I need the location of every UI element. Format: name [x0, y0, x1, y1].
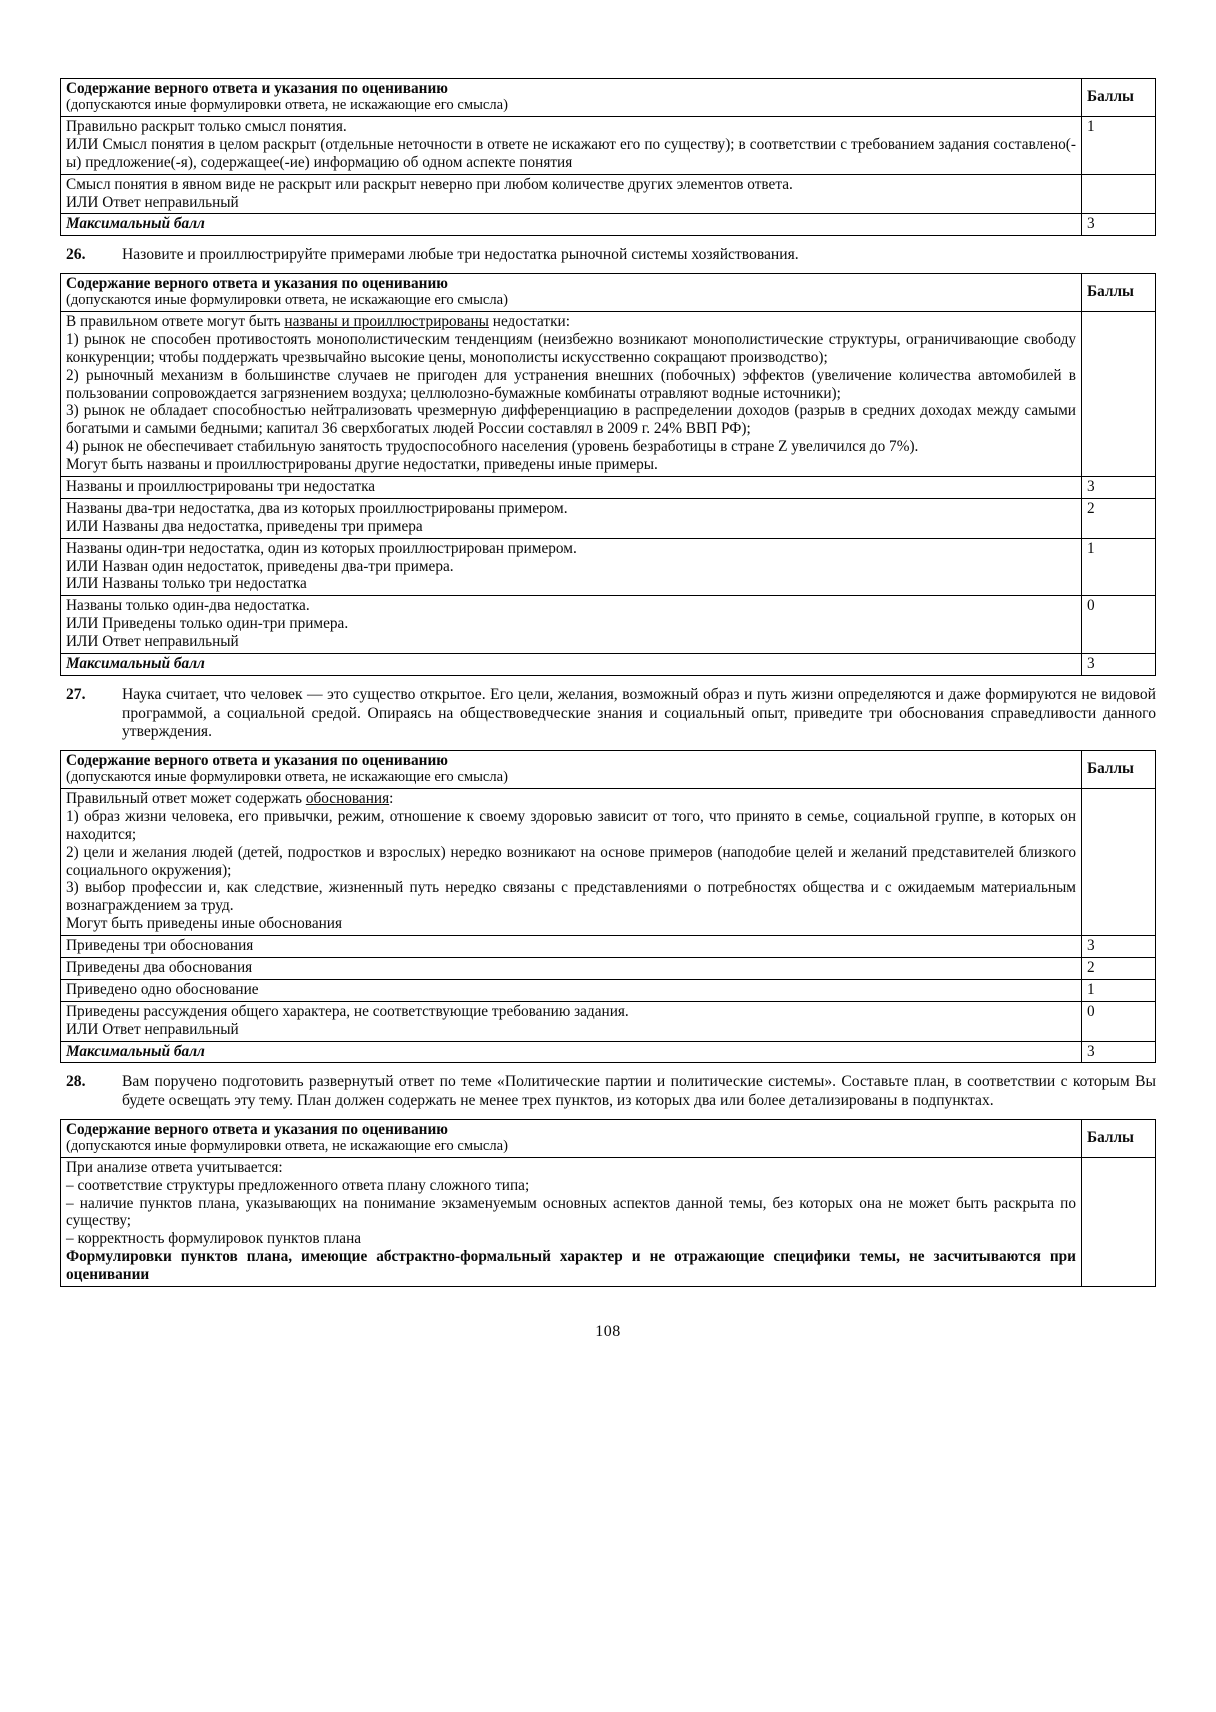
- criteria-cell: [61, 957, 1082, 979]
- header-title-text: Содержание верного ответа и указания по оцениванию: [66, 1120, 448, 1138]
- criteria-line: Названы и проиллюстрированы три недостатка: [66, 477, 376, 495]
- question-26-number: 26.: [66, 246, 86, 264]
- table-header-row: [61, 79, 1156, 117]
- score-column-header: Баллы: [1082, 79, 1156, 117]
- criteria-table-27: [60, 750, 1156, 1063]
- criteria-line: ИЛИ Смысл понятия в целом раскрыт (отдельные неточности в ответе не искажают его по существу); в соответствии с требованием задания составлено(-ы) предложение(-я), содержащее(-ие) информацию об одном аспекте понятия: [66, 135, 1076, 171]
- criteria-table-25: [60, 78, 1156, 236]
- header-subtitle-text: (допускаются иные формулировки ответа, не искажающие его смысла): [66, 768, 508, 785]
- table-row: [61, 596, 1156, 654]
- question-27-block: [60, 686, 1156, 742]
- table-row: [61, 936, 1156, 958]
- max-score-row: [61, 653, 1156, 675]
- answer-item: 1) рынок не способен противостоять монополистическим тенденциям (неизбежно возникают монополистические структуры, ограничивающие свободу конкуренции; чтобы поддержать чрезвычайно высокие цены, монополисты искусственно сокращают производство);: [66, 330, 1076, 366]
- max-score-row: [61, 1041, 1156, 1063]
- criteria-line: ИЛИ Назван один недостаток, приведены два-три примера.: [66, 557, 454, 575]
- question-28-text: Вам поручено подготовить развернутый ответ по теме «Политические партии и политические системы». Составьте план, в соответствии с которым Вы будете освещать эту тему. План должен содержать не менее трех пунктов, из которых два или более детализированы в подпунктах.: [122, 1073, 1156, 1110]
- header-subtitle-text: (допускаются иные формулировки ответа, не искажающие его смысла): [66, 1137, 508, 1154]
- answer-item: – наличие пунктов плана, указывающих на понимание экзаменуемым основных аспектов данной темы, без которых она не может быть раскрыта по существу;: [66, 1194, 1076, 1230]
- criteria-line: Названы только один-два недостатка.: [66, 597, 310, 615]
- answer-content-cell: [61, 311, 1082, 476]
- answer-note: Могут быть приведены иные обоснования: [66, 915, 343, 933]
- answer-note: Могут быть названы и проиллюстрированы другие недостатки, приведены иные примеры.: [66, 456, 658, 474]
- max-score-label: Максимальный балл: [61, 214, 1082, 236]
- score-column-header: Баллы: [1082, 1119, 1156, 1157]
- table-row: [61, 1001, 1156, 1041]
- criteria-cell: [61, 538, 1082, 596]
- table-header-row: [61, 750, 1156, 788]
- table-row: [61, 538, 1156, 596]
- page-number: 108: [595, 1323, 621, 1340]
- score-column-header: Баллы: [1082, 274, 1156, 312]
- answer-score: [1082, 788, 1156, 935]
- answer-item: 2) цели и желания людей (детей, подростков и взрослых) нередко возникают на основе примеров (наподобие целей и желаний представителей близкого социального окружения);: [66, 843, 1076, 879]
- answer-item: 1) образ жизни человека, его привычки, режим, отношение к своему здоровью зависит от того, что принято в семье, социальной группе, в которых он находится;: [66, 807, 1076, 843]
- table-row: [61, 979, 1156, 1001]
- criteria-line: Приведено одно обоснование: [66, 980, 259, 998]
- answer-intro: Правильный ответ может содержать обоснования:: [66, 789, 394, 807]
- criteria-cell: [61, 936, 1082, 958]
- criteria-score: 1: [1082, 979, 1156, 1001]
- answer-bold-note: Формулировки пунктов плана, имеющие абстрактно-формальный характер и не отражающие специфики темы, не засчитываются при оценивании: [66, 1248, 1076, 1284]
- header-subtitle-text: (допускаются иные формулировки ответа, не искажающие его смысла): [66, 291, 508, 308]
- question-27-number: 27.: [66, 685, 86, 703]
- criteria-line: Правильно раскрыт только смысл понятия.: [66, 117, 347, 135]
- max-score-row: [61, 214, 1156, 236]
- criteria-line: ИЛИ Приведены только один-три примера.: [66, 615, 349, 633]
- table-header-title: [61, 1119, 1082, 1157]
- criteria-line: ИЛИ Ответ неправильный: [66, 1020, 239, 1038]
- criteria-score: 0: [1082, 596, 1156, 654]
- criteria-line: ИЛИ Названы только три недостатка: [66, 575, 307, 593]
- max-score-label: Максимальный балл: [61, 1041, 1082, 1063]
- table-header-title: [61, 79, 1082, 117]
- criteria-table-28: [60, 1119, 1156, 1287]
- header-subtitle-text: (допускаются иные формулировки ответа, не искажающие его смысла): [66, 96, 508, 113]
- table-row: [61, 788, 1156, 935]
- criteria-cell: [61, 116, 1082, 174]
- table-header-row: [61, 274, 1156, 312]
- criteria-cell: [61, 979, 1082, 1001]
- answer-score: [1082, 311, 1156, 476]
- header-title-text: Содержание верного ответа и указания по оцениванию: [66, 275, 448, 292]
- criteria-score: 1: [1082, 116, 1156, 174]
- criteria-cell: [61, 174, 1082, 214]
- score-column-header: Баллы: [1082, 750, 1156, 788]
- criteria-line: ИЛИ Названы два недостатка, приведены три примера: [66, 517, 423, 535]
- answer-score: [1082, 1157, 1156, 1286]
- criteria-score: 0: [1082, 1001, 1156, 1041]
- table-row: [61, 1157, 1156, 1286]
- table-row: [61, 116, 1156, 174]
- criteria-score: [1082, 174, 1156, 214]
- answer-intro: В правильном ответе могут быть названы и проиллюстрированы недостатки:: [66, 312, 570, 330]
- answer-item: 2) рыночный механизм в большинстве случаев не пригоден для устранения внешних (побочных) эффектов (увеличение количества автомобилей в пользовании сопровождается загрязнением воздуха; целлюлозно-бумажные комбинаты отравляют водные источники);: [66, 366, 1076, 402]
- criteria-score: 1: [1082, 538, 1156, 596]
- criteria-score: 3: [1082, 936, 1156, 958]
- answer-intro: При анализе ответа учитывается:: [66, 1158, 283, 1176]
- criteria-line: ИЛИ Ответ неправильный: [66, 193, 239, 211]
- criteria-line: Приведены два обоснования: [66, 958, 253, 976]
- answer-item: 4) рынок не обеспечивает стабильную занятость трудоспособного населения (уровень безработицы в стране Z увеличился до 7%).: [66, 438, 919, 456]
- max-score-value: 3: [1082, 214, 1156, 236]
- header-title-text: Содержание верного ответа и указания по оцениванию: [66, 751, 448, 769]
- table-row: [61, 311, 1156, 476]
- table-row: [61, 498, 1156, 538]
- table-header-title: [61, 274, 1082, 312]
- max-score-value: 3: [1082, 653, 1156, 675]
- question-26-block: [60, 246, 1156, 265]
- answer-content-cell: [61, 788, 1082, 935]
- table-row: [61, 957, 1156, 979]
- criteria-line: Названы два-три недостатка, два из которых проиллюстрированы примером.: [66, 499, 568, 517]
- answer-item: 3) рынок не обладает способностью нейтрализовать чрезмерную дифференциацию в распределении доходов (разрыв в средних доходах между самыми богатыми и самыми бедными; капитал 36 сверхбогатых людей России составлял в 2009 г. 24% ВВП РФ);: [66, 402, 1076, 438]
- header-title-text: Содержание верного ответа и указания по оцениванию: [66, 80, 448, 97]
- criteria-score: 3: [1082, 476, 1156, 498]
- table-row: [61, 476, 1156, 498]
- criteria-line: Названы один-три недостатка, один из которых проиллюстрирован примером.: [66, 539, 577, 557]
- criteria-table-26: [60, 273, 1156, 676]
- max-score-label: Максимальный балл: [61, 653, 1082, 675]
- table-row: [61, 174, 1156, 214]
- criteria-score: 2: [1082, 957, 1156, 979]
- question-26-text: Назовите и проиллюстрируйте примерами любые три недостатка рыночной системы хозяйствования.: [122, 246, 799, 264]
- answer-item: – корректность формулировок пунктов плана: [66, 1230, 362, 1248]
- answer-content-cell: [61, 1157, 1082, 1286]
- criteria-score: 2: [1082, 498, 1156, 538]
- answer-item: 3) выбор профессии и, как следствие, жизненный путь нередко связаны с представлениями о потребностях общества и с ожидаемым материальным вознаграждением за труд.: [66, 879, 1076, 915]
- criteria-cell: [61, 1001, 1082, 1041]
- max-score-value: 3: [1082, 1041, 1156, 1063]
- question-28-block: [60, 1073, 1156, 1110]
- table-header-title: [61, 750, 1082, 788]
- criteria-line: Смысл понятия в явном виде не раскрыт или раскрыт неверно при любом количестве других элементов ответа.: [66, 175, 793, 193]
- question-28-number: 28.: [66, 1073, 86, 1091]
- table-header-row: [61, 1119, 1156, 1157]
- criteria-line: ИЛИ Ответ неправильный: [66, 633, 239, 651]
- criteria-cell: [61, 498, 1082, 538]
- criteria-line: Приведены три обоснования: [66, 937, 254, 955]
- criteria-line: Приведены рассуждения общего характера, не соответствующие требованию задания.: [66, 1002, 629, 1020]
- question-27-text: Наука считает, что человек — это существо открытое. Его цели, желания, возможный образ и путь жизни определяются и даже формируются не видовой программой, а социальной средой. Опираясь на обществоведческие знания и социальный опыт, приведите три обоснования справедливости данного утверждения.: [122, 685, 1156, 741]
- criteria-cell: [61, 596, 1082, 654]
- answer-item: – соответствие структуры предложенного ответа плану сложного типа;: [66, 1176, 530, 1194]
- criteria-cell: [61, 476, 1082, 498]
